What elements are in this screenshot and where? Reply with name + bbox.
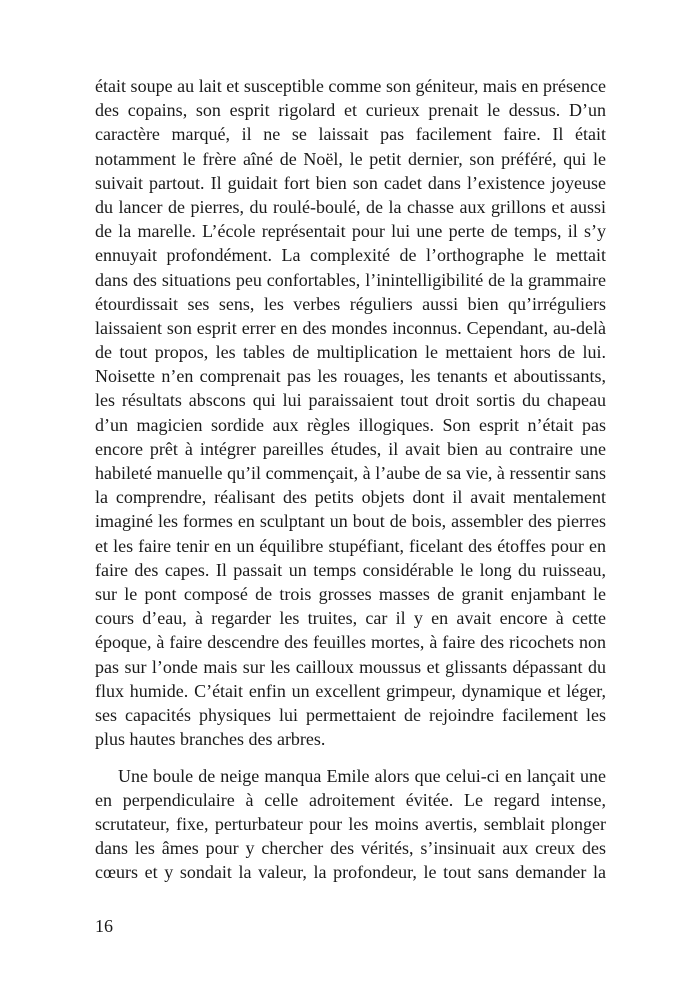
text-line: était soupe au lait et susceptible comme son géniteur, mais en présence — [95, 76, 606, 96]
text-line: suivait partout. Il guidait fort bien son cadet dans l’existence joyeuse — [95, 172, 606, 193]
text-line: de tout propos, les tables de multiplication le mettaient hors de lui. — [95, 342, 606, 363]
text-line: des copains, son esprit rigolard et curieux prenait le dessus. D’un — [95, 100, 606, 121]
text-line: cœurs et y sondait la valeur, la profondeur, le tout sans demander la — [95, 862, 606, 883]
text-line: pas sur l’onde mais sur les cailloux moussus et glissants dépassant du — [95, 656, 606, 677]
text-line: de la marelle. L’école représentait pour lui une perte de temps, il s’y — [95, 221, 606, 242]
text-line: sur le pont composé de trois grosses masses de granit enjambant le — [95, 583, 606, 604]
text-line: en perpendiculaire à celle adroitement évitée. Le regard intense, — [95, 789, 606, 810]
paragraph-2 — [95, 764, 606, 885]
text-line: cours d’eau, à regarder les truites, car il y en avait encore à cette — [95, 608, 606, 629]
page-number: 16 — [95, 916, 113, 936]
text-line: Noisette n’en comprenait pas les rouages, les tenants et aboutissants, — [95, 366, 606, 387]
text-line: dans les âmes pour y chercher des vérités, s’insinuait aux creux des — [95, 838, 606, 859]
text-line: encore prêt à intégrer pareilles études, il avait bien au contraire une — [95, 438, 606, 459]
text-line: ennuyait profondément. La complexité de l’orthographe le mettait — [95, 245, 606, 266]
paragraph-1 — [95, 74, 606, 751]
page-body — [95, 74, 606, 885]
text-line: la comprendre, réalisant des petits objets dont il avait mentalement — [95, 487, 606, 508]
text-line: imaginé les formes en sculptant un bout de bois, assembler des pierres — [95, 511, 606, 532]
text-line: laissaient son esprit errer en des mondes inconnus. Cependant, au-delà — [95, 317, 606, 338]
text-line: faire des capes. Il passait un temps considérable le long du ruisseau, — [95, 559, 606, 580]
text-line: et les faire tenir en un équilibre stupéfiant, ficelant des étoffes pour en — [95, 535, 606, 556]
text-line: Une boule de neige manqua Emile alors que celui-ci en lançait une — [118, 765, 606, 786]
text-line: les résultats abscons qui lui paraissaient tout droit sortis du chapeau — [95, 390, 606, 411]
text-line: dans des situations peu confortables, l’inintelligibilité de la grammaire — [95, 269, 606, 290]
text-line: caractère marqué, il ne se laissait pas facilement faire. Il était — [95, 124, 606, 145]
text-line: flux humide. C’était enfin un excellent grimpeur, dynamique et léger, — [95, 680, 606, 701]
text-line: notamment le frère aîné de Noël, le petit dernier, son préféré, qui le — [95, 148, 606, 169]
text-line: du lancer de pierres, du roulé-boulé, de la chasse aux grillons et aussi — [95, 196, 606, 217]
text-line: époque, à faire descendre des feuilles mortes, à faire des ricochets non — [95, 632, 606, 653]
text-line: étourdissait ses sens, les verbes réguliers aussi bien qu’irréguliers — [95, 293, 606, 314]
text-line: plus hautes branches des arbres. — [95, 729, 326, 750]
text-line: d’un magicien sordide aux règles illogiques. Son esprit n’était pas — [95, 414, 606, 435]
text-line: ses capacités physiques lui permettaient de rejoindre facilement les — [95, 704, 606, 725]
text-line: scrutateur, fixe, perturbateur pour les moins avertis, semblait plonger — [95, 814, 606, 835]
text-line: habileté manuelle qu’il commençait, à l’aube de sa vie, à ressentir sans — [95, 463, 606, 483]
